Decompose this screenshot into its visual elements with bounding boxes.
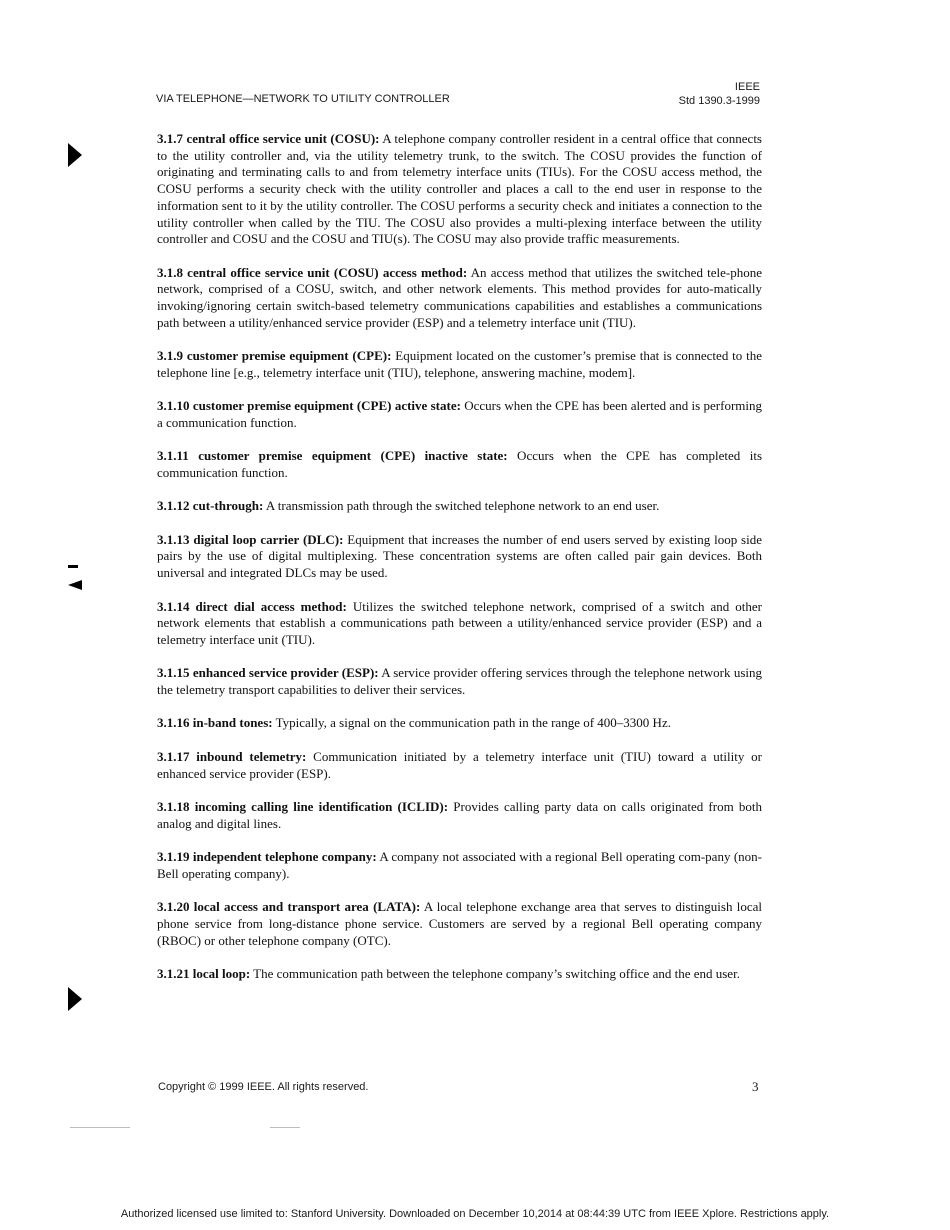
definition-term: 3.1.11 customer premise equipment (CPE) inactive state:	[157, 448, 508, 464]
definition-text: A telephone company controller resident in a central office that connects to the utility controller and, via the utility telemetry trunk, to the switch. The COSU provides the function of originating and terminating calls to and from telemetry interface units (TIUs). For the COSU access method, the COSU performs a security check with the utility controller and places a call to the end user in response to the information sent to it by the utility controller. The COSU performs a security check and initiates a connection to the utility controller when called by the TIU. The COSU also provides a multi-plexing interface between the utility controller and COSU and the COSU and TIU(s). The COSU may also provide traffic measurements.	[157, 131, 762, 247]
definition-text: A local telephone exchange area that serves to distinguish local phone service from long-distance phone service. Customers are served by a regional Bell operating company (RBOC) or other telephone company (OTC).	[157, 899, 762, 948]
header-org: IEEE	[734, 81, 760, 93]
definition-term: 3.1.7 central office service unit (COSU):	[157, 131, 380, 146]
definition	[157, 749, 762, 782]
definition	[157, 532, 762, 582]
definition-text: The communication path between the telephone company’s switching office and the end user.	[250, 965, 740, 981]
definition	[157, 348, 762, 381]
definition-text: Equipment that increases the number of end users served by existing loop side pairs by the use of digital multiplexing. These concentration systems are often called pair gain devices. Both universal and integrated DLCs may be used.	[157, 531, 763, 581]
definition-term: 3.1.16 in-band tones:	[157, 715, 273, 731]
definition	[157, 448, 762, 481]
definition	[157, 265, 762, 332]
definitions-list	[157, 131, 762, 999]
definition-term: 3.1.9 customer premise equipment (CPE):	[157, 348, 392, 364]
definition-text: An access method that utilizes the switched tele-phone network, comprised of a COSU, switch, and other network elements. This method provides for auto-matically invoking/ignoring certain switch-based telemetry communications capabilities and establishes a communications path between a utility/enhanced service provider (ESP) and a telemetry interface unit (TIU).	[157, 264, 762, 330]
definition	[157, 665, 762, 698]
margin-mark	[68, 580, 82, 590]
definition	[157, 799, 762, 832]
definition-text: A transmission path through the switched telephone network to an end user.	[263, 498, 660, 514]
running-header-title: VIA TELEPHONE—NETWORK TO UTILITY CONTROLLER	[156, 93, 450, 105]
definition-text: Equipment located on the customer’s premise that is connected to the telephone line [e.g., telemetry interface unit (TIU), telephone, answering machine, modem].	[157, 348, 762, 380]
running-header-standard	[679, 80, 760, 108]
definition-term: 3.1.12 cut-through:	[157, 498, 264, 514]
definition-term: 3.1.20 local access and transport area (LATA):	[157, 899, 421, 915]
definition-term: 3.1.14 direct dial access method:	[157, 598, 347, 614]
definition-text: Occurs when the CPE has completed its communication function.	[157, 448, 762, 480]
definition	[157, 966, 762, 983]
definition-text: Typically, a signal on the communication path in the range of 400–3300 Hz.	[272, 715, 671, 731]
license-notice: Authorized licensed use limited to: Stanford University. Downloaded on December 10,2014 at 08:44:39 UTC from IEEE Xplore. Restrictions apply.	[120, 1208, 830, 1220]
page-number: 3	[752, 1079, 759, 1094]
definition-term: 3.1.10 customer premise equipment (CPE) active state:	[157, 398, 461, 414]
definition	[157, 899, 762, 949]
scan-artifact-line	[70, 1127, 130, 1128]
definition-term: 3.1.17 inbound telemetry:	[157, 748, 307, 764]
margin-mark	[68, 987, 82, 1011]
definition	[157, 715, 762, 732]
definition-term: 3.1.21 local loop:	[157, 965, 251, 981]
definition-text: Occurs when the CPE has been alerted and is performing a communication function.	[157, 398, 762, 430]
definition-term: 3.1.19 independent telephone company:	[157, 849, 377, 865]
definition-term: 3.1.15 enhanced service provider (ESP):	[157, 665, 379, 681]
definition-term: 3.1.13 digital loop carrier (DLC):	[157, 531, 344, 547]
scan-artifact-line	[270, 1127, 300, 1128]
definition-term: 3.1.18 incoming calling line identification (ICLID):	[157, 798, 449, 814]
header-std-number: Std 1390.3-1999	[678, 95, 760, 107]
margin-mark	[68, 565, 78, 568]
definition-text: Communication initiated by a telemetry interface unit (TIU) toward a utility or enhanced service provider (ESP).	[157, 748, 762, 781]
copyright-notice: Copyright © 1999 IEEE. All rights reserved.	[158, 1081, 369, 1093]
definition-text: Provides calling party data on calls originated from both analog and digital lines.	[157, 798, 762, 831]
definition-text: A service provider offering services through the telephone network using the telemetry transport capabilities to deliver their services.	[157, 665, 762, 698]
definition	[157, 398, 762, 431]
definition	[157, 131, 762, 248]
definition-text: Utilizes the switched telephone network, comprised of a switch and other network elements that establish a communications path between a utility/enhanced service provider (ESP) and a telemetry interface unit (TIU).	[157, 598, 762, 647]
definition-term: 3.1.8 central office service unit (COSU) access method:	[157, 264, 468, 280]
definition	[157, 498, 762, 515]
definition	[157, 599, 762, 649]
definition-text: A company not associated with a regional Bell operating com-pany (non-Bell operating company).	[157, 849, 763, 881]
margin-mark	[68, 143, 82, 167]
definition	[157, 849, 762, 882]
